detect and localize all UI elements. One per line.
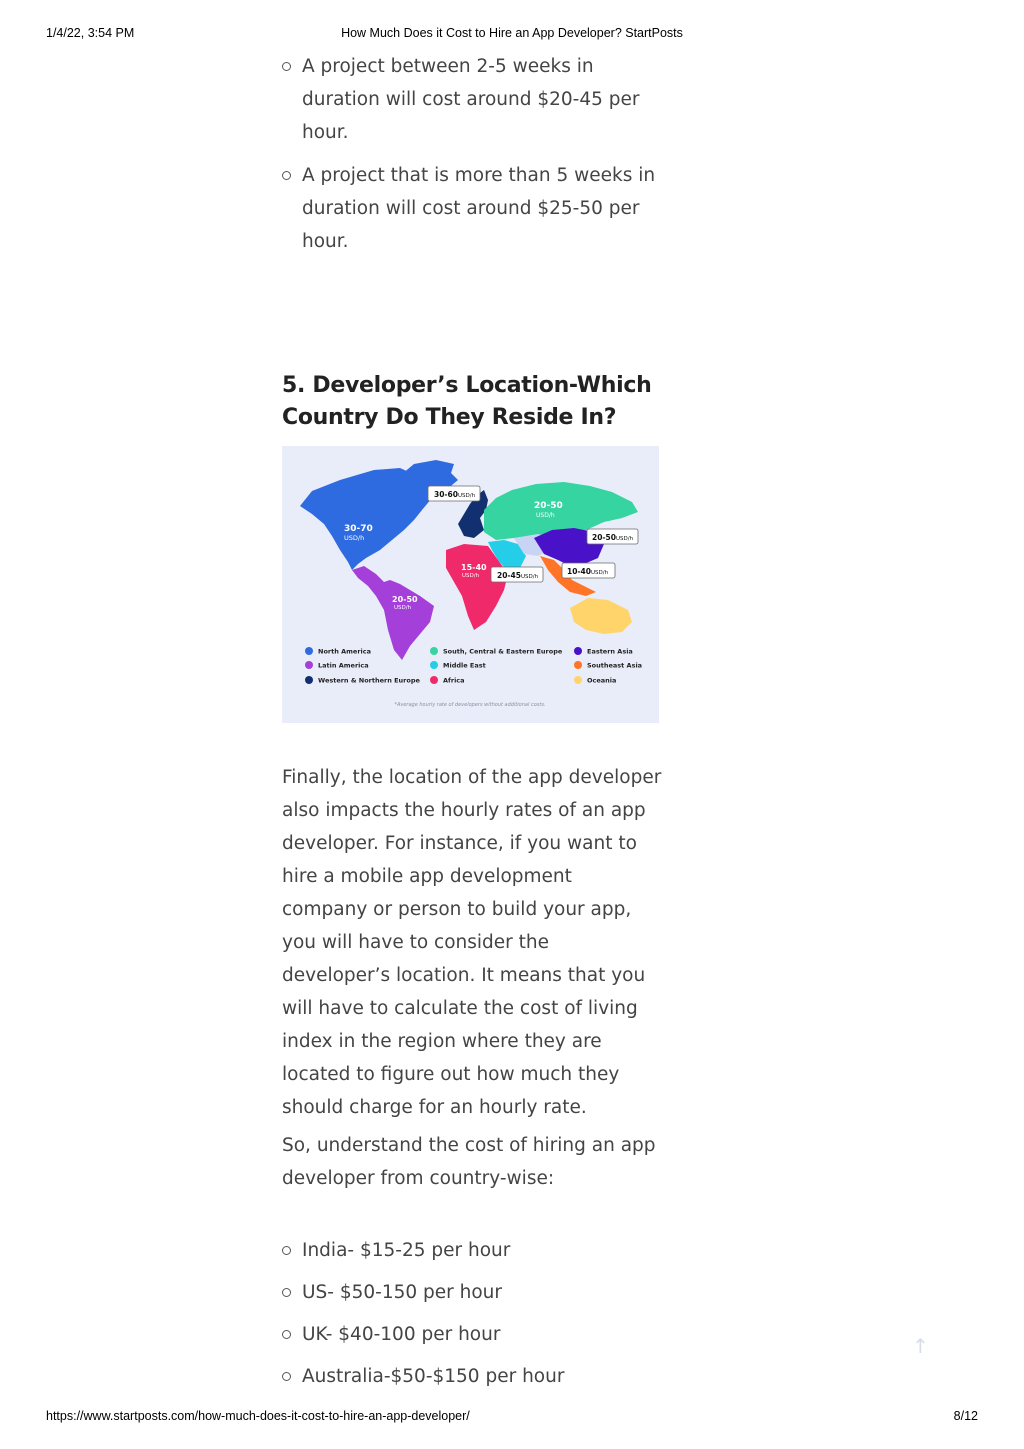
rate-label-value: 10-40 xyxy=(567,567,591,576)
legend-dot xyxy=(430,676,438,684)
arrow-up-icon[interactable]: ↑ xyxy=(912,1334,929,1358)
legend-label: Western & Northern Europe xyxy=(318,676,420,685)
map-footnote: *Average hourly rate of developers without additional costs. xyxy=(394,702,546,708)
location-paragraph: Finally, the location of the app developer also impacts the hourly rates of an app developer. For instance, if you want to hire a mobile app development company or person to build your app, you will have to consider the developer’s location. It means that you will have to calculate the cost of living index in the region where they are located to figure out how much they should charge for an hourly rate. xyxy=(282,767,662,1118)
legend-label: Latin America xyxy=(318,661,369,670)
rate-label-unit: USD/h xyxy=(616,536,634,542)
print-header xyxy=(46,26,978,42)
legend-label: North America xyxy=(318,647,371,656)
section-heading: 5. Developer’s Location-Which Country Do They Reside In? xyxy=(282,373,652,430)
rate-label-value: 30-60 xyxy=(434,490,458,499)
rate-label-unit: USD/h xyxy=(458,493,476,499)
country-intro-paragraph: So, understand the cost of hiring an app developer from country-wise: xyxy=(282,1135,656,1189)
region-latin-america xyxy=(352,566,434,660)
print-page-title: How Much Does it Cost to Hire an App Developer? StartPosts xyxy=(341,26,683,40)
list-item: US- $50-150 per hour xyxy=(282,1276,662,1309)
list-item: Australia-$50-$150 per hour xyxy=(282,1360,662,1393)
legend-dot xyxy=(574,647,582,655)
print-url: https://www.startposts.com/how-much-does-it-cost-to-hire-an-app-developer/ xyxy=(46,1409,470,1423)
rate-label-unit: USD/h xyxy=(536,512,555,519)
developer-rates-world-map xyxy=(282,446,659,723)
print-footer xyxy=(46,1409,978,1425)
legend-label: Africa xyxy=(443,676,465,685)
legend-dot xyxy=(574,676,582,684)
legend-label: Southeast Asia xyxy=(587,661,643,670)
rate-label-unit: USD/h xyxy=(344,534,365,542)
print-date: 1/4/22, 3:54 PM xyxy=(46,26,135,40)
list-item: A project that is more than 5 weeks in duration will cost around $25-50 per hour. xyxy=(282,159,662,258)
rate-label-unit: USD/h xyxy=(591,570,609,576)
rate-label-value: 30-70 xyxy=(344,524,373,534)
list-item: A project between 2-5 weeks in duration will cost around $20-45 per hour. xyxy=(282,50,662,149)
legend-dot xyxy=(430,661,438,669)
rate-label-value: 20-45 xyxy=(497,571,521,580)
legend-dot xyxy=(430,647,438,655)
legend-label: Oceania xyxy=(587,676,617,685)
legend-dot xyxy=(305,647,313,655)
rate-label-value: 20-50 xyxy=(592,533,616,542)
legend-dot xyxy=(574,661,582,669)
rate-label-value: 20-50 xyxy=(534,501,563,511)
list-item: India- $15-25 per hour xyxy=(282,1234,662,1267)
list-item: UK- $40-100 per hour xyxy=(282,1318,662,1351)
project-duration-list xyxy=(282,50,662,258)
country-rate-list xyxy=(282,1234,662,1402)
rate-label-value: 20-50 xyxy=(392,595,418,604)
legend-label: Middle East xyxy=(443,661,486,670)
rate-label-unit: USD/h xyxy=(394,605,412,611)
legend-dot xyxy=(305,661,313,669)
rate-label-unit: USD/h xyxy=(521,574,539,580)
legend-dot xyxy=(305,676,313,684)
legend-label: Eastern Asia xyxy=(587,647,633,656)
rate-label-value: 15-40 xyxy=(461,563,487,572)
rate-label-unit: USD/h xyxy=(462,573,480,579)
region-oceania xyxy=(570,598,632,634)
legend-label: South, Central & Eastern Europe xyxy=(443,647,563,656)
print-page-number: 8/12 xyxy=(953,1409,978,1423)
